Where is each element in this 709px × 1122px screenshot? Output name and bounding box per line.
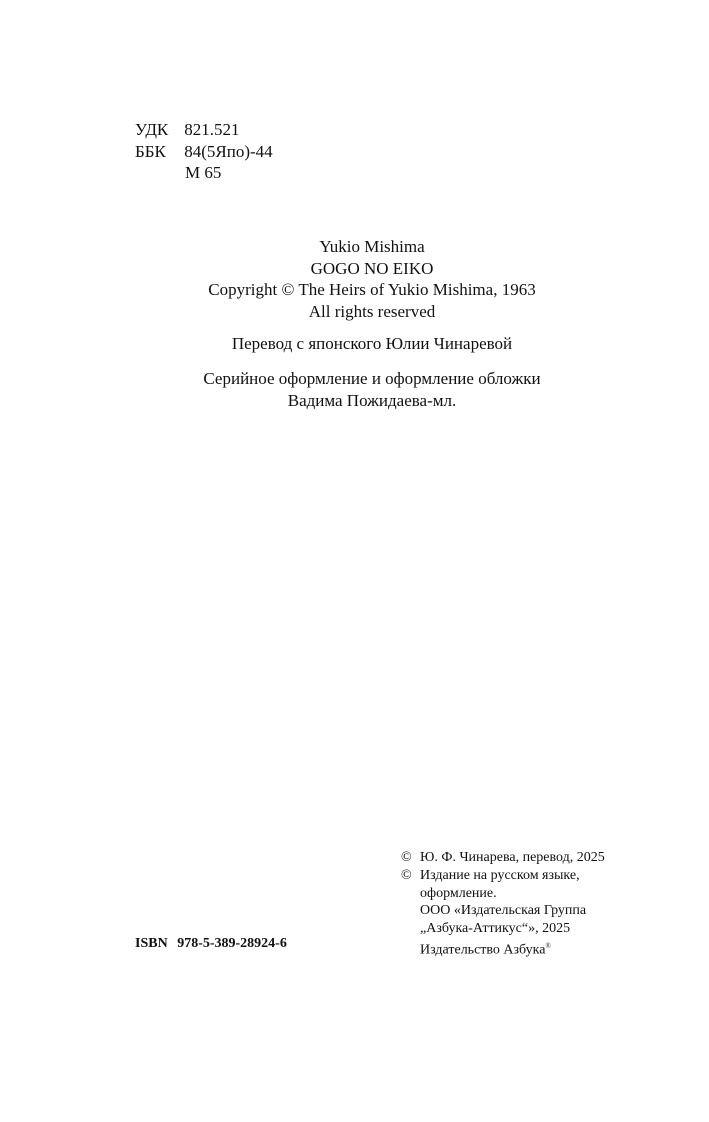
publisher-name: Издательство Азбука [420,942,546,958]
translator-credit: Перевод с японского Юлии Чинаревой [231,334,513,354]
edition-copyright-line2: оформление. [420,885,497,901]
credits-block [0,236,709,411]
author-name: Yukio Mishima [319,237,425,256]
copyright-sign: © [401,850,412,865]
author-mark: М 65 [185,163,222,182]
design-credit-line2: Вадима Пожидаева-мл. [287,390,457,410]
original-title: GOGO NO EIKO [310,258,434,278]
isbn-value: 978-5-389-28924-6 [177,936,287,951]
bbk-label: ББК [135,141,166,161]
publisher-copyrights [401,849,605,959]
registered-mark: ® [545,941,551,950]
rights-notice: All rights reserved [308,301,436,321]
edition-copyright [401,867,605,885]
udk-row [135,119,273,141]
edition-copyright-line3: ООО «Издательская Группа [420,903,587,919]
edition-copyright-line5 [401,938,605,959]
isbn [135,936,287,952]
bbk-value: 84(5Япо)-44 [184,141,273,161]
isbn-label: ISBN [135,936,168,951]
translation-copyright [401,849,605,867]
udk-value: 821.521 [184,120,240,139]
bbk-row [135,141,273,163]
translation-copyright-text: Ю. Ф. Чинарева, перевод, 2025 [420,850,605,865]
design-credit-line1: Серийное оформление и оформление обложки [203,368,541,388]
edition-copyright-line4: „Азбука-Аттикус“», 2025 [420,921,571,937]
copyright-sign: © [401,867,412,883]
copyright-notice: Copyright © The Heirs of Yukio Mishima, 1963 [208,280,536,300]
classification-block [135,119,273,184]
edition-copyright-line1: Издание на русском языке, [420,867,580,883]
udk-label: УДК [135,120,169,139]
